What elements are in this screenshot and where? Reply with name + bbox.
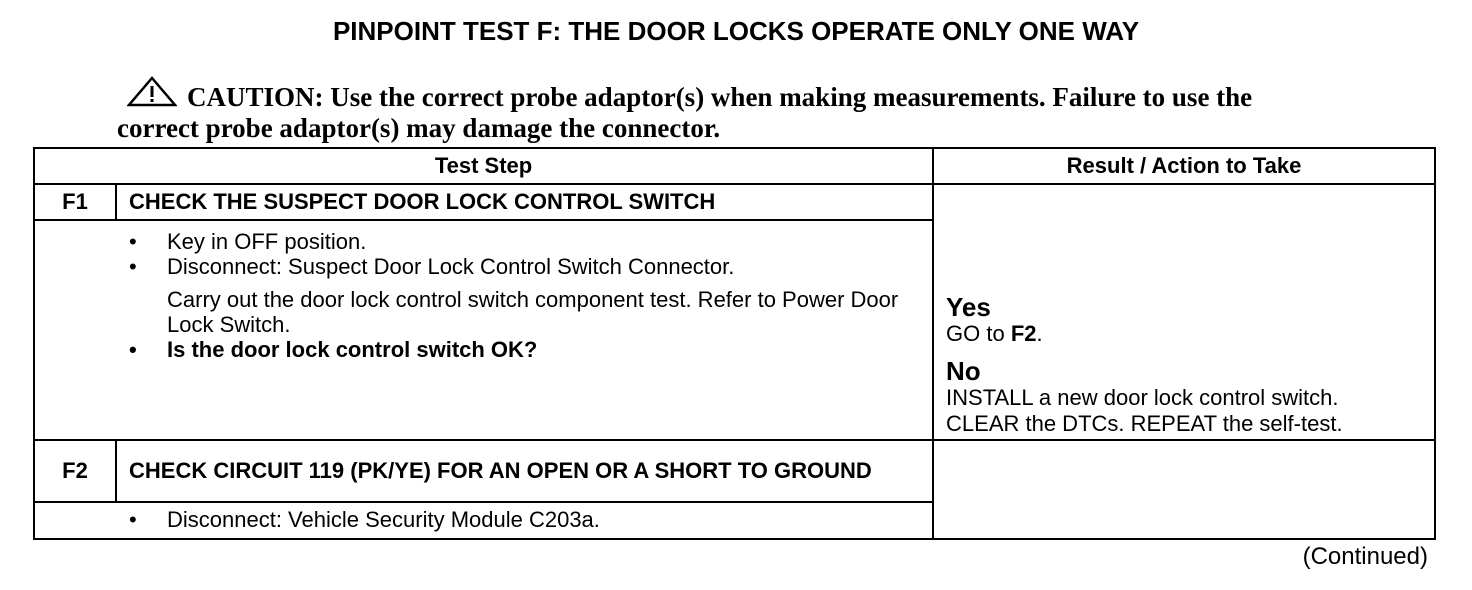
table-row [34,440,1435,502]
step-heading-f2: CHECK CIRCUIT 119 (PK/YE) FOR AN OPEN OR A SHORT TO GROUND [116,440,933,502]
result-yes-action: GO to F2. [946,321,1043,346]
step-question-f1: • Is the door lock control switch OK? [35,337,922,362]
result-yes-target: F2 [1010,321,1037,346]
list-item: • Disconnect: Suspect Door Lock Control Switch Connector. [35,254,922,279]
header-test-step: Test Step [34,148,933,184]
caution-label: CAUTION: [187,82,324,112]
caution-text: Use the correct probe adaptor(s) when making measurements. Failure to use the correct probe adaptor(s) may damage the connector. [117,82,1253,143]
step-id-f2: F2 [34,440,116,502]
list-item: • Disconnect: Vehicle Security Module C203a. [35,507,922,532]
table-header-row [34,148,1435,184]
step-body-f2 [34,502,933,539]
step-heading-f1: CHECK THE SUSPECT DOOR LOCK CONTROL SWITCH [116,184,933,220]
result-no-action-1: INSTALL a new door lock control switch. [946,385,1339,410]
result-no-action-2: CLEAR the DTCs. REPEAT the self-test. [946,411,1343,436]
step-id-f1: F1 [34,184,116,220]
result-cell-f1 [933,184,1435,440]
list-item: • Key in OFF position. [35,229,922,254]
result-yes-label: Yes [946,292,991,322]
warning-triangle-icon [127,76,177,108]
header-result: Result / Action to Take [933,148,1435,184]
result-no-label: No [946,356,981,386]
continued-label: (Continued) [1302,543,1428,570]
table-row [34,184,1435,220]
step-body-f1 [34,220,933,440]
pinpoint-test-table [33,147,1436,540]
page-title: PINPOINT TEST F: THE DOOR LOCKS OPERATE ONLY ONE WAY [332,16,1140,46]
result-cell-f2 [933,440,1435,539]
caution-notice [117,76,1337,144]
step-note-f1: Carry out the door lock control switch component test. Refer to Power Door Lock Switch. [167,287,899,337]
